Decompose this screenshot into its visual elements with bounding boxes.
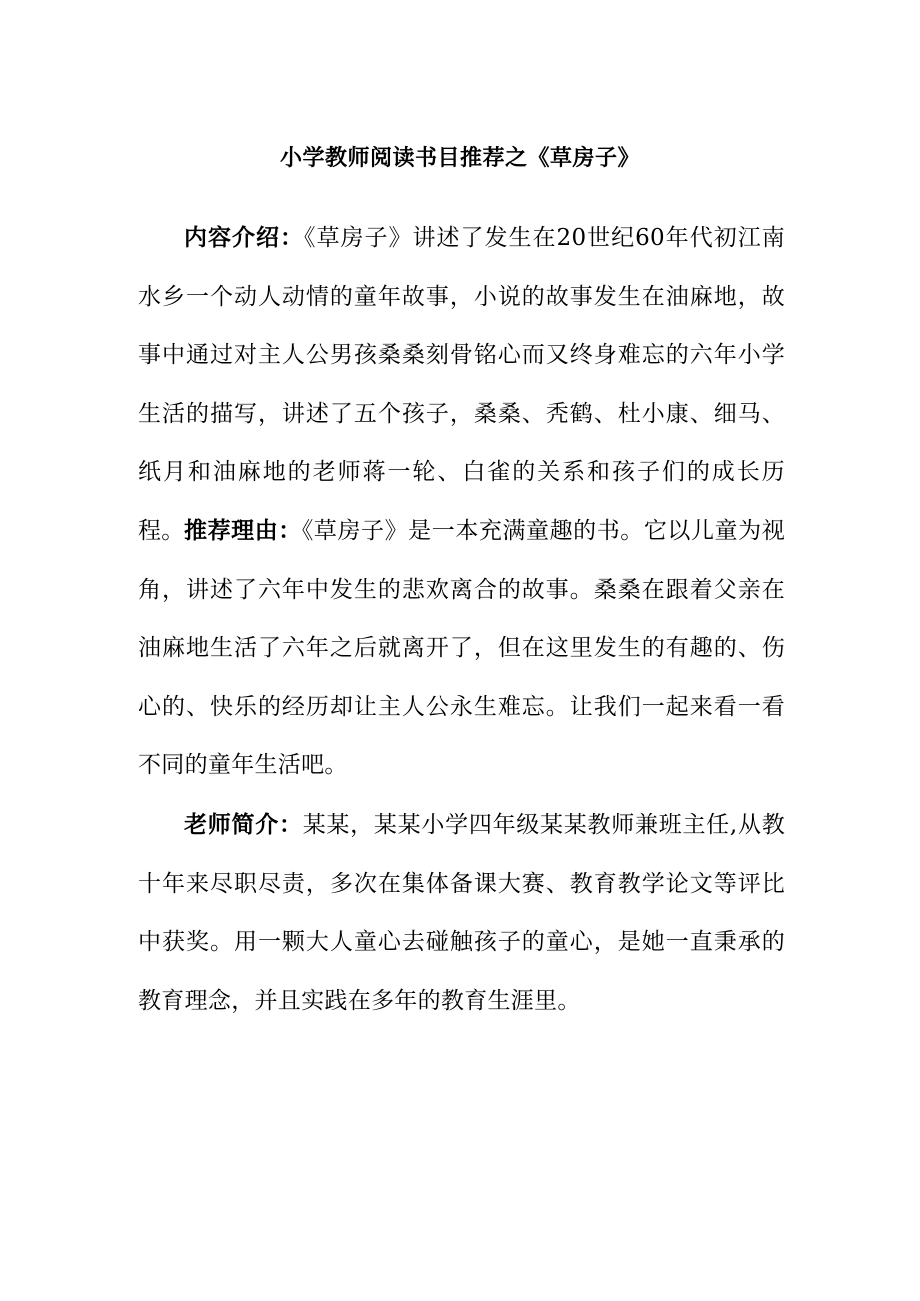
recommendation-reason-paragraph: [138, 502, 785, 795]
recommendation-reason-label: 推荐理由：: [184, 517, 302, 544]
content-introduction-label: 内容介绍：: [184, 224, 305, 251]
teacher-profile-label: 老师简介：: [184, 811, 303, 838]
recommendation-reason-text: 《草房子》是一本充满童趣的书。它以儿童为视角，讲述了六年中发生的悲欢离合的故事。桑桑在跟着父亲在油麻地生活了六年之后就离开了，但在这里发生的有趣的、伤心的、快乐的经历却让主人公永生难忘。让我们一起来看一看不同的童年生活吧。: [138, 518, 785, 778]
teacher-profile-paragraph: [138, 796, 785, 1030]
content-introduction-text: 《草房子》讲述了发生在20世纪60年代初江南水乡一个动人动情的童年故事，小说的故事发生在油麻地，故事中通过对主人公男孩桑桑刻骨铭心而又终身难忘的六年小学生活的描写，讲述了五个孩子，桑桑、秃鹤、杜小康、细马、纸月和油麻地的老师蒋一轮、白雀的关系和孩子们的成长历程。: [138, 225, 785, 544]
teacher-profile-text: 某某，某某小学四年级某某教师兼班主任,从教十年来尽职尽责，多次在集体备课大赛、教育教学论文等评比中获奖。用一颗大人童心去碰触孩子的童心，是她一直秉承的教育理念，并且实践在多年的教育生涯里。: [138, 812, 785, 1014]
document-title: 小学教师阅读书目推荐之《草房子》: [279, 145, 640, 171]
